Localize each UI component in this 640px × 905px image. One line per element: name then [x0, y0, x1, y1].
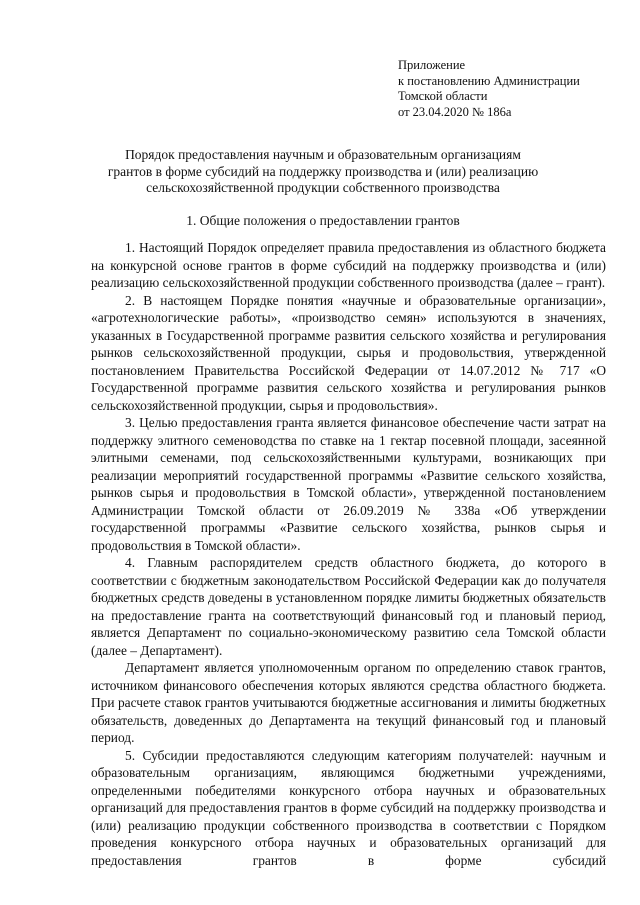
- paragraph: 5. Субсидии предоставляются следующим категориям получателей: научным и образовательным организациям, являющимся бюджетными учреждениями, определенными победителями конкурсного отбора научных и образовательных организаций для предоставления грантов в форме субсидий на поддержку производства и (или) реализацию продукции собственного производства в соответствии с Порядком проведения конкурсного отбора научных и образовательных организаций для предоставления грантов в форме субсидий: [91, 747, 606, 868]
- appendix-region: Томской области: [398, 89, 488, 103]
- paragraph: 2. В настоящем Порядке понятия «научные и образовательные организации», «агротехнологические работы», «производство семян» используются в значениях, указанных в Государственной программе развития сельского хозяйства и регулирования рынков сельскохозяйственной продукции, сырья и продовольствия, утвержденной постановлением Правительства Российской Федерации от 14.07.2012 № 717 «О Государственной программе развития сельского хозяйства и регулирования рынков сельскохозяйственной продукции, сырья и продовольствия».: [91, 292, 606, 413]
- appendix-date-number: от 23.04.2020 № 186а: [398, 104, 512, 119]
- title-line: грантов в форме субсидий на поддержку производства и (или) реализацию: [107, 163, 539, 179]
- document-title: [40, 147, 606, 197]
- paragraph: 4. Главным распорядителем средств областного бюджета, до которого в соответствии с бюджетным законодательством Российской Федерации как до получателя бюджетных средств доведены в установленном порядке лимиты бюджетных обязательств на предоставление гранта на соответствующий финансовый год и плановый период, является Департамент по социально-экономическому развитию села Томской области (далее – Департамент).: [91, 555, 606, 658]
- title-line: сельскохозяйственной продукции собственного производства: [146, 180, 500, 195]
- appendix-header: [398, 58, 628, 120]
- paragraph: Департамент является уполномоченным органом по определению ставок грантов, источником финансового обеспечения которых являются средства областного бюджета. При расчете ставок грантов учитываются бюджетные ассигнования и лимиты бюджетных обязательств, доведенных до Департамента на текущий финансовый год и плановый период.: [91, 660, 606, 745]
- document-body: [91, 239, 606, 869]
- title-line: Порядок предоставления научным и образовательным организациям: [125, 147, 521, 162]
- paragraph: 1. Настоящий Порядок определяет правила предоставления из областного бюджета на конкурсной основе грантов в форме субсидий на поддержку производства и (или) реализацию сельскохозяйственной продукции собственного производства (далее – грант).: [91, 240, 606, 290]
- appendix-label: Приложение: [398, 58, 466, 72]
- section-heading: 1. Общие положения о предоставлении грантов: [186, 213, 460, 228]
- appendix-resolution-ref: к постановлению Администрации: [398, 73, 580, 88]
- paragraph: 3. Целью предоставления гранта является финансовое обеспечение части затрат на поддержку элитного семеноводства по ставке на 1 гектар посевной площади, засеянной элитными семенами, под сельскохозяйственными культурами, возникающих при реализации мероприятий государственной программы «Развитие сельского хозяйства, рынков сырья и продовольствия в Томской области», утвержденной постановлением Администрации Томской области от 26.09.2019 № 338а «Об утверждении государственной программы «Развитие сельского хозяйства, рынков сырья и продовольствия в Томской области».: [91, 415, 606, 553]
